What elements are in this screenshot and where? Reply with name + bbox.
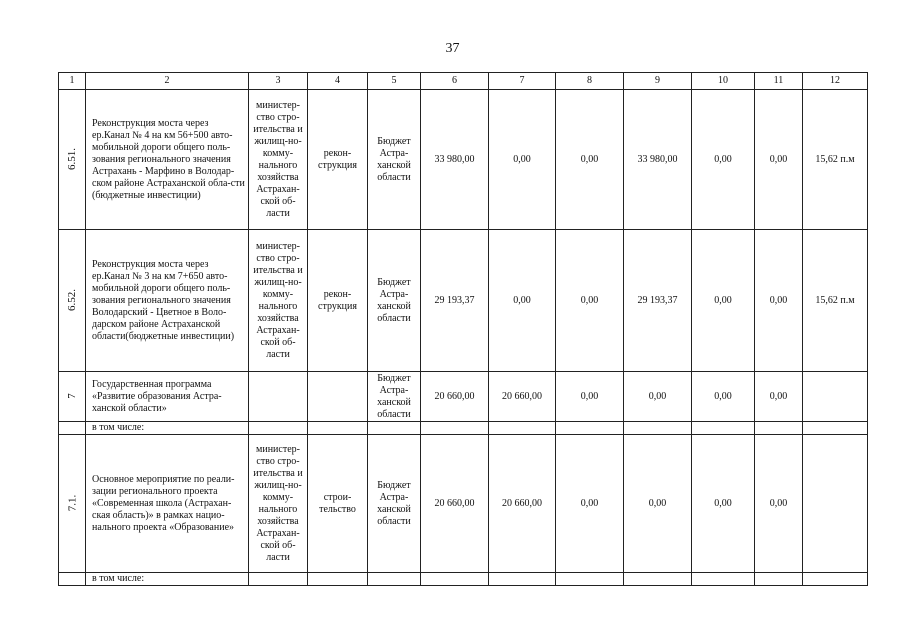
activity-name: Реконструкция моста через ер.Канал № 3 на км 7+650 авто-мобильной дороги общего поль-зования регионального значения Володарский - Цветное в Воло-дарском районе Астраханской области(бюджетные инвестиции) [86,230,249,372]
empty-cell [556,422,624,435]
table-row [59,372,868,422]
activity-name: Основное мероприятие по реали-зации регионального проекта «Современная школа (Астрахан-ская область)» в рамках нацио-нального проекта «Образование» [86,435,249,573]
value-col-7: 0,00 [489,230,556,372]
empty-cell [368,422,421,435]
value-col-6: 20 660,00 [421,372,489,422]
executor: министер-ство стро-ительства и жилищ-но-комму-нального хозяйства Астрахан-ской об-ласти [249,90,308,230]
value-col-12: 15,62 п.м [803,90,868,230]
column-header: 9 [624,73,692,90]
value-col-9: 29 193,37 [624,230,692,372]
data-table [58,72,868,586]
value-col-8: 0,00 [556,435,624,573]
column-header: 7 [489,73,556,90]
empty-cell [368,573,421,586]
table-row [59,435,868,573]
activity-name: Реконструкция моста через ер.Канал № 4 на км 56+500 авто-мобильной дороги общего поль-зования регионального значения Астрахань - Марфино в Володар-ском районе Астраханской обла-сти (бюджетные инвестиции) [86,90,249,230]
empty-cell [59,422,86,435]
column-header: 11 [755,73,803,90]
value-col-12: 15,62 п.м [803,230,868,372]
value-col-7: 20 660,00 [489,372,556,422]
activity-name: Государственная программа «Развитие образования Астра-ханской области» [86,372,249,422]
value-col-11: 0,00 [755,90,803,230]
row-number: 7 [66,393,78,399]
work-type [308,372,368,422]
value-col-7: 0,00 [489,90,556,230]
row-number-cell [59,435,86,573]
value-col-10: 0,00 [692,90,755,230]
executor: министер-ство стро-ительства и жилищ-но-комму-нального хозяйства Астрахан-ской об-ласти [249,230,308,372]
value-col-12 [803,372,868,422]
value-col-11: 0,00 [755,372,803,422]
executor: министер-ство стро-ительства и жилищ-но-комму-нального хозяйства Астрахан-ской об-ласти [249,435,308,573]
page-number: 37 [445,41,460,56]
value-col-7: 20 660,00 [489,435,556,573]
value-col-6: 33 980,00 [421,90,489,230]
value-col-9: 0,00 [624,372,692,422]
header-row [59,73,868,90]
empty-cell [489,573,556,586]
empty-cell [755,422,803,435]
row-number: 6.51. [66,148,78,170]
value-col-6: 20 660,00 [421,435,489,573]
including-label: в том числе: [86,573,249,586]
funding-source: Бюджет Астра-ханской области [368,435,421,573]
value-col-8: 0,00 [556,90,624,230]
column-header: 10 [692,73,755,90]
column-header: 5 [368,73,421,90]
column-header: 2 [86,73,249,90]
empty-cell [624,573,692,586]
empty-cell [249,573,308,586]
table-row [59,573,868,586]
table-row [59,90,868,230]
empty-cell [692,573,755,586]
row-number-cell [59,372,86,422]
work-type: рекон-струкция [308,230,368,372]
value-col-6: 29 193,37 [421,230,489,372]
row-number-cell [59,230,86,372]
column-header: 8 [556,73,624,90]
empty-cell [692,422,755,435]
value-col-10: 0,00 [692,230,755,372]
value-col-12 [803,435,868,573]
empty-cell [421,573,489,586]
empty-cell [489,422,556,435]
work-type: строи-тельство [308,435,368,573]
work-type: рекон-струкция [308,90,368,230]
column-header: 3 [249,73,308,90]
empty-cell [421,422,489,435]
column-header: 1 [59,73,86,90]
column-header: 4 [308,73,368,90]
funding-source: Бюджет Астра-ханской области [368,230,421,372]
row-number: 7.1. [66,494,78,512]
value-col-8: 0,00 [556,372,624,422]
value-col-11: 0,00 [755,435,803,573]
executor [249,372,308,422]
table-row [59,230,868,372]
empty-cell [556,573,624,586]
value-col-11: 0,00 [755,230,803,372]
empty-cell [308,422,368,435]
row-number-cell [59,90,86,230]
empty-cell [249,422,308,435]
empty-cell [803,422,868,435]
table-row [59,422,868,435]
value-col-9: 0,00 [624,435,692,573]
row-number: 6.52. [66,289,78,311]
funding-source: Бюджет Астра-ханской области [368,372,421,422]
empty-cell [803,573,868,586]
column-header: 6 [421,73,489,90]
empty-cell [624,422,692,435]
empty-cell [59,573,86,586]
empty-cell [755,573,803,586]
funding-source: Бюджет Астра-ханской области [368,90,421,230]
including-label: в том числе: [86,422,249,435]
column-header: 12 [803,73,868,90]
value-col-10: 0,00 [692,435,755,573]
value-col-10: 0,00 [692,372,755,422]
value-col-9: 33 980,00 [624,90,692,230]
value-col-8: 0,00 [556,230,624,372]
empty-cell [308,573,368,586]
